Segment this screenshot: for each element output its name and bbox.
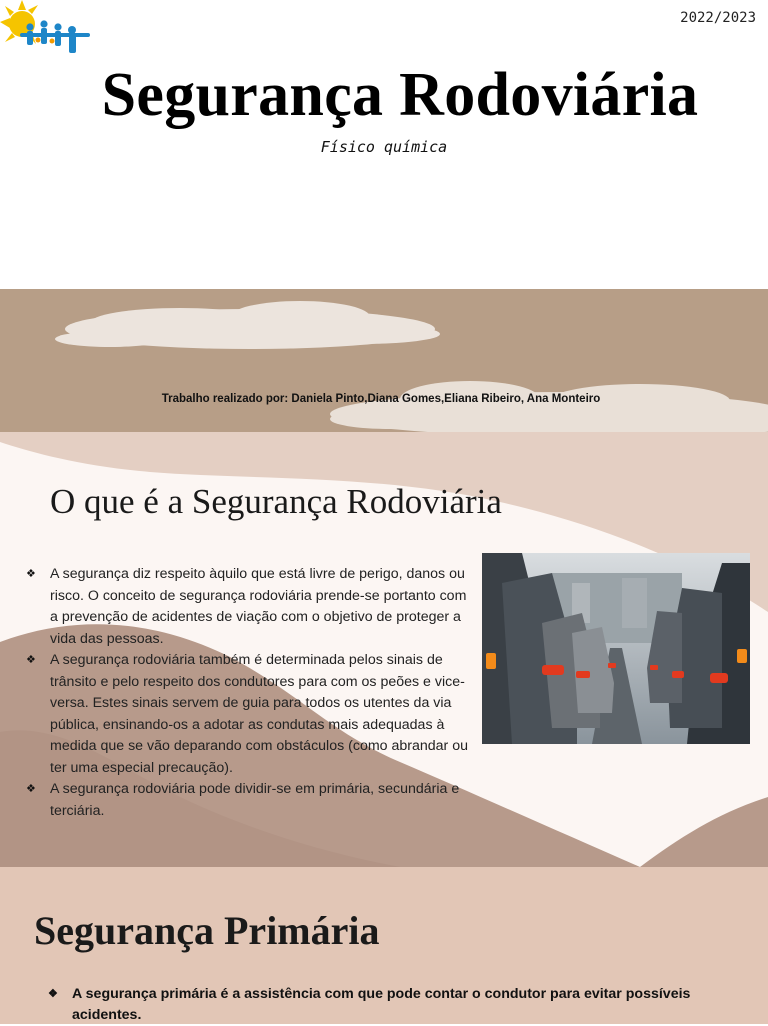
list-item <box>26 779 478 822</box>
bullet-text: A segurança rodoviária pode dividir-se em primária, secundária e terciária. <box>50 781 460 819</box>
bullet-list <box>26 564 478 822</box>
presentation-title: Segurança Rodoviária <box>101 61 699 129</box>
school-year: 2022/2023 <box>680 10 756 26</box>
slide-title: Segurança Primária <box>34 908 380 953</box>
traffic-jam-photo <box>482 553 750 744</box>
bullet-text: A segurança rodoviária também é determinada pelos sinais de trânsito e pelo respeito dos condutores para com os peões e vice-versa. Estes sinais servem de guia para todos os utentes da via pública, ensinando-os a adotar as condutas mais adequadas à medida que se vão deparando com obstáculos (como abrandar ou ter uma especial precaução). <box>50 652 469 776</box>
list-item <box>26 564 478 650</box>
list-item <box>26 650 478 779</box>
diamond-bullet-icon: ❖ <box>26 654 36 666</box>
title-slide <box>0 0 768 432</box>
clouds-illustration <box>0 289 768 432</box>
authors-line: Trabalho realizado por: Daniela Pinto,Diana Gomes,Eliana Ribeiro, Ana Monteiro <box>161 393 601 405</box>
primary-safety-slide <box>0 867 768 1024</box>
bullet-list <box>48 984 698 1026</box>
diamond-bullet-icon: ❖ <box>26 783 36 795</box>
bullet-text: A segurança diz respeito àquilo que está livre de perigo, danos ou risco. O conceito de segurança rodoviária prende-se portanto com a prevenção de acidentes de viação com o objetivo de proteger a vida das pessoas. <box>50 566 467 647</box>
presentation-subtitle: Físico química <box>320 138 448 156</box>
bullet-text: A segurança primária é a assistência com que pode contar o condutor para evitar possíveis acidentes. <box>72 986 691 1023</box>
diamond-bullet-icon: ❖ <box>26 568 36 580</box>
definition-slide <box>0 432 768 867</box>
school-logo <box>0 0 96 66</box>
slide-title: O que é a Segurança Rodoviária <box>50 482 502 521</box>
list-item <box>48 984 698 1026</box>
diamond-bullet-icon: ❖ <box>48 988 58 1000</box>
sky-banner <box>0 289 768 432</box>
